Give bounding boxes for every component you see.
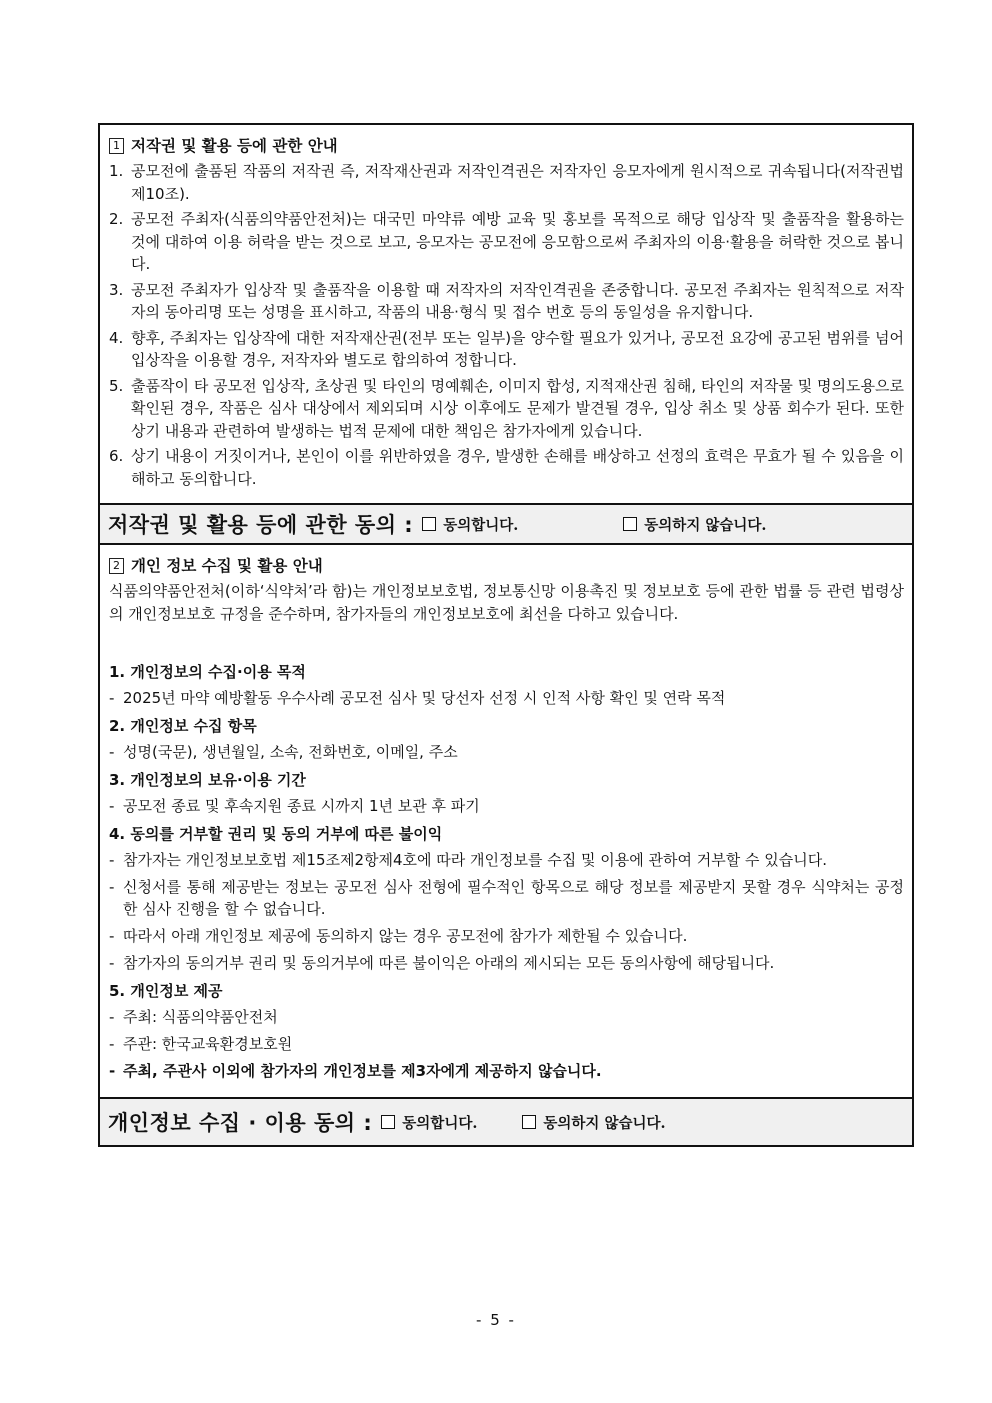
list-item bbox=[109, 445, 904, 490]
privacy-intro: 식품의약품안전처(이하‘식약처’라 함)는 개인정보보호법, 정보통신망 이용촉진 및 정보보호 등에 관한 법률 등 관련 법령상의 개인정보보호 규정을 준수하며, 참가자들의 개인정보보호에 최선을 다하고 있습니다. bbox=[109, 582, 904, 623]
copyright-consent-row bbox=[100, 503, 912, 545]
list-item bbox=[109, 375, 904, 443]
bullet-dash: - bbox=[109, 797, 115, 815]
item-number: 5. bbox=[109, 376, 124, 395]
section-title-text: 개인 정보 수집 및 활용 안내 bbox=[131, 557, 323, 575]
bullet-text: 신청서를 통해 제공받는 정보는 공모전 심사 전형에 필수적인 항목으로 해당 정보를 제공받지 못할 경우 식약처는 공정한 심사 진행을 할 수 없습니다. bbox=[123, 878, 904, 918]
disagree-checkbox[interactable] bbox=[522, 1115, 536, 1129]
list-item bbox=[109, 208, 904, 276]
agree-checkbox[interactable] bbox=[422, 517, 436, 531]
item-number: 3. bbox=[109, 280, 124, 299]
agree-checkbox[interactable] bbox=[381, 1115, 395, 1129]
item-text: 향후, 주최자는 입상작에 대한 저작재산권(전부 또는 일부)을 양수할 필요가 있거나, 공모전 요강에 공고된 범위를 넘어 입상작을 이용할 경우, 저작자와 별도로 합의하여 정합니다. bbox=[131, 328, 904, 369]
copyright-guide-section bbox=[100, 125, 912, 503]
copyright-agree-option[interactable] bbox=[422, 514, 518, 535]
item-text: 공모전에 출품된 작품의 저작권 즉, 저작재산권과 저작인격권은 저작자인 응모자에게 원시적으로 귀속됩니다(저작권법 제10조). bbox=[131, 162, 904, 203]
page-number: - 5 - bbox=[476, 1311, 516, 1329]
consent-form bbox=[98, 123, 914, 1147]
privacy-agree-option[interactable] bbox=[381, 1112, 477, 1133]
privacy-consent-label: 개인정보 수집 · 이용 동의 : bbox=[108, 1111, 373, 1135]
bullet-dash: - bbox=[109, 878, 115, 896]
bullet-text: 주최: 식품의약품안전처 bbox=[123, 1008, 278, 1026]
items-heading: 2. 개인정보 수집 항목 bbox=[109, 717, 257, 735]
bullet-text: 주최, 주관사 이외에 참가자의 개인정보를 제3자에게 제공하지 않습니다. bbox=[123, 1062, 602, 1080]
privacy-consent-row bbox=[100, 1097, 912, 1145]
bullet-dash: - bbox=[109, 927, 115, 945]
bullet-dash: - bbox=[109, 954, 115, 972]
bullet-text: 공모전 종료 및 후속지원 종료 시까지 1년 보관 후 파기 bbox=[123, 797, 480, 815]
bullet-item bbox=[109, 952, 904, 974]
bullet-item bbox=[109, 741, 904, 763]
purpose-heading: 1. 개인정보의 수집·이용 목적 bbox=[109, 663, 306, 681]
retention-heading: 3. 개인정보의 보유·이용 기간 bbox=[109, 771, 306, 789]
list-item bbox=[109, 160, 904, 205]
item-number: 6. bbox=[109, 447, 124, 465]
bullet-dash: - bbox=[109, 1008, 115, 1026]
bullet-text: 참가자의 동의거부 권리 및 동의거부에 따른 불이익은 아래의 제시되는 모든 동의사항에 해당됩니다. bbox=[123, 954, 775, 972]
list-item bbox=[109, 279, 904, 324]
bullet-text: 따라서 아래 개인정보 제공에 동의하지 않는 경우 공모전에 참가가 제한될 수 있습니다. bbox=[123, 927, 688, 945]
copyright-disagree-option[interactable] bbox=[623, 514, 766, 535]
provision-heading: 5. 개인정보 제공 bbox=[109, 982, 223, 1000]
copyright-list bbox=[109, 160, 904, 490]
bullet-text: 주관: 한국교육환경보호원 bbox=[123, 1035, 293, 1053]
privacy-guide-section bbox=[100, 545, 912, 1097]
bullet-item bbox=[109, 1033, 904, 1055]
bullet-text: 참가자는 개인정보보호법 제15조제2항제4호에 따라 개인정보를 수집 및 이용에 관하여 거부할 수 있습니다. bbox=[123, 851, 827, 869]
item-text: 공모전 주최자(식품의약품안전처)는 대국민 마약류 예방 교육 및 홍보를 목적으로 해당 입상작 및 출품작을 활용하는 것에 대하여 이용 허락을 받는 것으로 보고, 응모자는 공모전에 응모함으로써 주최자의 이용·활용을 허락한 것으로 봅니다. bbox=[131, 210, 904, 273]
disagree-label: 동의하지 않습니다. bbox=[543, 1114, 666, 1132]
bullet-item bbox=[109, 1060, 904, 1082]
section-number-box: 1 bbox=[109, 138, 124, 154]
bullet-item bbox=[109, 687, 904, 709]
item-number: 1. bbox=[109, 162, 124, 180]
item-text: 상기 내용이 거짓이거나, 본인이 이를 위반하였을 경우, 발생한 손해를 배상하고 선정의 효력은 무효가 될 수 있음을 이해하고 동의합니다. bbox=[131, 447, 904, 488]
agree-label: 동의합니다. bbox=[402, 1114, 478, 1132]
bullet-item bbox=[109, 849, 904, 871]
item-text: 출품작이 타 공모전 입상작, 초상권 및 타인의 명예훼손, 이미지 합성, 지적재산권 침해, 타인의 저작물 및 명의도용으로 확인된 경우, 작품은 심사 대상에서 제외되며 시상 이후에도 문제가 발견될 경우, 입상 취소 및 상품 회수가 된다. 또한 상기 내용과 관련하여 발생하는 법적 문제에 대한 책임은 참가자에게 있습니다. bbox=[131, 376, 904, 440]
item-number: 4. bbox=[109, 328, 124, 347]
agree-label: 동의합니다. bbox=[443, 516, 519, 534]
item-number: 2. bbox=[109, 210, 124, 228]
list-item bbox=[109, 327, 904, 372]
bullet-item bbox=[109, 876, 904, 920]
section-number-box: 2 bbox=[109, 558, 124, 574]
disagree-label: 동의하지 않습니다. bbox=[644, 516, 767, 534]
bullet-dash: - bbox=[109, 743, 115, 761]
bullet-text: 성명(국문), 생년월일, 소속, 전화번호, 이메일, 주소 bbox=[123, 743, 458, 761]
bullet-item bbox=[109, 925, 904, 947]
item-text: 공모전 주최자가 입상작 및 출품작을 이용할 때 저작자의 저작인격권을 존중합니다. 공모전 주최자는 원칙적으로 저작자의 동아리명 또는 성명을 표시하고, 작품의 내용·형식 및 접수 번호 등의 동일성을 유지합니다. bbox=[131, 280, 904, 321]
section-title bbox=[109, 555, 904, 577]
bullet-item bbox=[109, 795, 904, 817]
bullet-dash: - bbox=[109, 1035, 115, 1053]
copyright-consent-label: 저작권 및 활용 등에 관한 동의 : bbox=[108, 513, 414, 537]
bullet-dash: - bbox=[109, 851, 115, 869]
section-title-text: 저작권 및 활용 등에 관한 안내 bbox=[131, 137, 338, 155]
bullet-text: 2025년 마약 예방활동 우수사례 공모전 심사 및 당선자 선정 시 인적 사항 확인 및 연락 목적 bbox=[123, 689, 726, 707]
disagree-checkbox[interactable] bbox=[623, 517, 637, 531]
section-title bbox=[109, 135, 904, 157]
bullet-item bbox=[109, 1006, 904, 1028]
bullet-dash: - bbox=[109, 1062, 116, 1080]
bullet-dash: - bbox=[109, 689, 115, 707]
privacy-disagree-option[interactable] bbox=[522, 1112, 665, 1133]
refusal-heading: 4. 동의를 거부할 권리 및 동의 거부에 따른 불이익 bbox=[109, 825, 443, 843]
